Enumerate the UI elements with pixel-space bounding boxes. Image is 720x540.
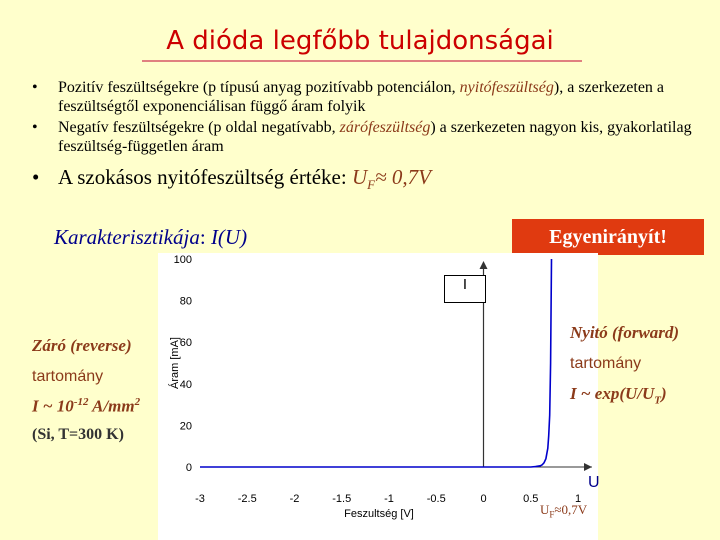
reverse-formula-square: 2	[134, 396, 141, 408]
plot-area	[158, 253, 598, 540]
x-tick-labels	[195, 493, 581, 505]
bullet-list	[28, 78, 708, 200]
y-tick-label: 80	[179, 295, 192, 308]
x-tick-label: -1	[384, 493, 394, 505]
rectifies-badge: Egyenirányít!	[512, 219, 704, 255]
x-tick-label: -0.5	[426, 493, 446, 505]
bullet-reverse	[28, 118, 708, 156]
x-tick-label: -2	[289, 493, 300, 505]
characteristic-label	[54, 225, 247, 250]
forward-title: Nyitó (forward)	[570, 323, 680, 342]
forward-formula-base: I ~ exp(U/U	[570, 384, 655, 403]
x-tick-label: 1	[574, 493, 582, 505]
bullet-dot-icon: •	[32, 79, 38, 96]
forward-formula-subscript: T	[654, 394, 662, 407]
bullet-forward	[28, 78, 708, 116]
y-axis-arrow-icon	[480, 261, 488, 269]
voltage-symbol: U	[588, 474, 600, 491]
current-symbol-box	[444, 275, 486, 303]
x-tick-label: -2.5	[237, 493, 257, 505]
keyword-forward-voltage: nyitófeszültség	[459, 79, 554, 96]
y-tick-label: 20	[179, 420, 192, 433]
forward-region: tartomány	[570, 355, 642, 372]
reverse-formula-exponent: -12	[73, 396, 89, 408]
iv-curve-line	[200, 259, 552, 467]
keyword-reverse-voltage: zárófeszültség	[339, 119, 431, 136]
bullet-forward-text: Pozitív feszültségekre (p típusú anyag pozitívabb potenciálon,	[58, 79, 460, 96]
x-tick-label: 0	[480, 493, 487, 505]
characteristic-word: Karakterisztikája	[54, 225, 200, 249]
uf-subscript: F	[367, 177, 376, 193]
y-tick-label: 100	[173, 254, 192, 266]
uf-marker-subscript: F	[549, 509, 555, 520]
slide-title: A dióda legfőbb tulajdonságai	[166, 26, 554, 56]
x-tick-label: 0.5	[523, 493, 539, 505]
y-tick-label: 60	[179, 337, 192, 350]
bullet-reverse-text-end: ) a szerkezeten nagyon kis, gyakorlatilag feszültség-független áram	[58, 119, 692, 155]
reverse-region: tartomány	[32, 368, 104, 385]
uf-marker-value: ≈0,7V	[554, 502, 588, 517]
x-axis-arrow-icon	[584, 463, 592, 471]
characteristic-colon: :	[199, 225, 211, 249]
x-tick-label: -3	[195, 493, 205, 505]
reverse-title: Záró (reverse)	[32, 336, 132, 355]
x-axis-label: Feszultség [V]	[344, 508, 414, 520]
bullet-forward-text-end: ), a szerkezeten a feszültségtől exponenciálisan függő áram folyik	[58, 79, 665, 115]
uf-symbol: U	[351, 165, 368, 189]
reverse-conditions: (Si, T=300 K)	[32, 426, 124, 443]
characteristic-function: I(U)	[210, 225, 248, 249]
current-symbol: I	[462, 276, 468, 293]
uf-value: ≈ 0,7V	[375, 165, 431, 189]
reverse-formula	[32, 396, 140, 417]
forward-formula	[570, 384, 667, 406]
uf-marker-base: U	[540, 502, 550, 517]
bullet-reverse-text: Negatív feszültségekre (p oldal negatívabb,	[58, 119, 340, 136]
reverse-formula-unit: A/mm	[88, 396, 135, 416]
reverse-formula-base: I ~ 10	[32, 396, 74, 416]
y-tick-label: 0	[185, 462, 192, 474]
y-tick-label: 40	[179, 378, 192, 391]
bullet-dot-icon: •	[32, 165, 40, 189]
uf-marker	[540, 502, 587, 520]
iv-chart	[158, 253, 598, 540]
bullet-dot-icon: •	[32, 119, 38, 136]
forward-formula-end: )	[661, 384, 667, 403]
x-tick-label: -1.5	[332, 493, 352, 505]
bullet-typical-voltage	[28, 164, 708, 198]
y-axis-label: Áram [mA]	[169, 337, 181, 389]
title-underline	[142, 60, 582, 62]
typical-voltage-text: A szokásos nyitófeszültség értéke:	[58, 165, 352, 189]
